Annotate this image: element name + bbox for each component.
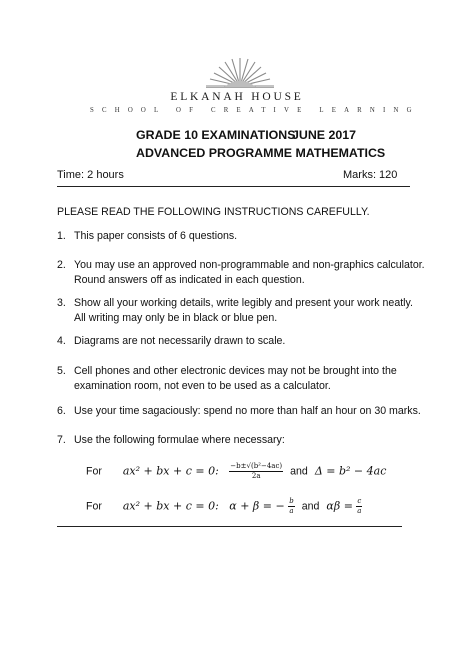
time-allowed: Time: 2 hours — [57, 169, 124, 181]
exam-title: GRADE 10 EXAMINATIONS — [136, 128, 296, 142]
total-marks: Marks: 120 — [343, 169, 398, 181]
exam-cover-page: ELKANAH HOUSE SCHOOL OF CREATIVE LEARNING GRADE 10 EXAMINATIONS JUNE 2017 ADVANCED PROGRAMME MATHEMATICS Time: 2 hours Marks: 120 PLEASE READ THE FOLLOWING INSTRUCTIONS CAREFULLY. 1. This paper consists of 6 questions. 2. You may use an approved non-programmable and non-graphics calculator. Round answers off as indicated in each question. 3. Show all your working details, write legibly and present your work neatly. All writing may only be in black or blue pen. 4. Diagrams are not necessarily drawn to scale. 5. Cell phones and other electronic devices may not be brought into the examination room, not even to be used as a calculator. 6. Use your time sagaciously: spend no more than half an hour on 30 marks. 7. Use the following formulae where necessary: For ax² + bx + c = 0: $\frac{\text{−b±√(b²−4ac)}}{2a}$ and Δ = b² − 4ac For ax² + bx + c = 0: α + β = − $\frac{b}{a}$ and αβ = $\frac{c}{a}$ — [0, 0, 474, 670]
sunburst-logo-icon — [204, 56, 276, 96]
quadratic-fraction: $\frac{\text{−b±√(b²−4ac)}}{2a}$ — [230, 462, 283, 480]
quadratic-formula-line: For ax² + bx + c = 0: $\frac{\text{−b±√(b²−4ac)}}{2a}$ and Δ = b² − 4ac — [86, 462, 387, 480]
header-divider — [57, 186, 410, 187]
school-name: ELKANAH HOUSE — [170, 91, 304, 103]
product-fraction: $\frac{c}{a}$ — [357, 497, 362, 515]
sum-fraction: $\frac{b}{a}$ — [289, 497, 294, 515]
instructions-heading: PLEASE READ THE FOLLOWING INSTRUCTIONS CAREFULLY. — [57, 206, 370, 218]
subject-title: ADVANCED PROGRAMME MATHEMATICS — [136, 146, 386, 160]
roots-formula-line: For ax² + bx + c = 0: α + β = − $\frac{b}{a}$ and αβ = $\frac{c}{a}$ — [86, 497, 362, 515]
exam-date: JUNE 2017 — [292, 128, 357, 142]
school-tagline: SCHOOL OF CREATIVE LEARNING — [90, 107, 420, 114]
footer-divider — [57, 526, 402, 527]
